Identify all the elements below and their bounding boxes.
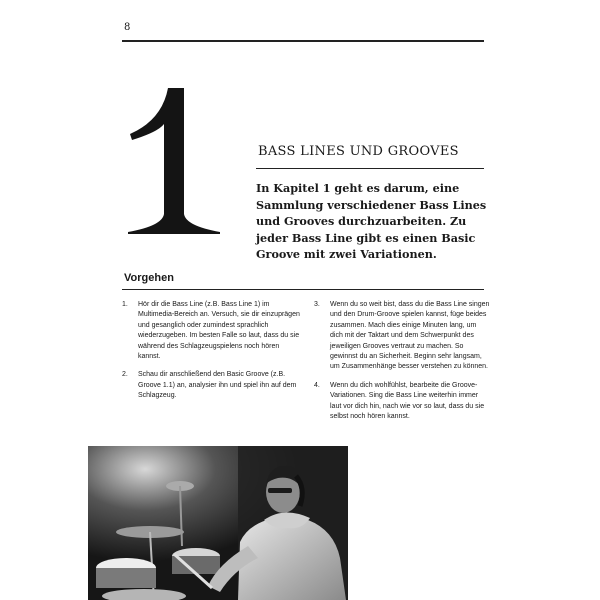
section-rule <box>122 289 484 290</box>
step-text: Schau dir anschließend den Basic Groove (z.B. Groove 1.1) an, analysier ihn und spiel ihn auf dem Schlagzeug. <box>138 371 297 400</box>
step-number: 2. <box>122 371 128 379</box>
drummer-photo <box>88 446 348 600</box>
step-item <box>314 381 490 423</box>
step-item <box>314 300 490 373</box>
step-text: Wenn du so weit bist, dass du die Bass Line singen und den Drum-Groove spielen kannst, füge beides zusammen. Mach dies einige Minuten lang, um dich mit der Taktart und dem Schwerpunkt des jeweiligen Grooves vertraut zu machen. So gewinnst du an Sicherheit. Beginn sehr langsam, um Zusammenhänge besser verstehen zu können. <box>330 301 490 371</box>
section-heading: Vorgehen <box>124 272 174 284</box>
glasses <box>268 488 292 493</box>
steps-column-right <box>314 300 490 430</box>
numeral-one-shape <box>128 88 220 234</box>
step-number: 4. <box>314 381 320 389</box>
chapter-title: BASS LINES UND GROOVES <box>258 144 459 159</box>
chapter-intro: In Kapitel 1 geht es darum, eine Sammlung verschiedener Bass Lines und Grooves durchzuarbeiten. Zu jeder Bass Line gibt es einen Basic Groove mit zwei Variationen. <box>256 181 487 261</box>
step-text: Hör dir die Bass Line (z.B. Bass Line 1) im Multimedia-Bereich an. Versuch, sie dir einzuprägen und gesanglich oder zumindest sprachlich wiederzugeben. Im besten Falle so laut, dass du sie während des Schlagzeugspielens noch hören kannst. <box>138 301 300 361</box>
step-number: 3. <box>314 301 320 308</box>
chapter-numeral-graphic <box>128 88 220 234</box>
step-item <box>122 300 300 362</box>
step-number: 1. <box>122 301 128 308</box>
drummer-photo-illustration <box>88 446 348 600</box>
steps-column-left <box>122 300 300 410</box>
top-rule <box>122 40 484 42</box>
title-rule <box>256 168 484 169</box>
page-number: 8 <box>124 22 131 33</box>
step-item <box>122 370 300 401</box>
step-text: Wenn du dich wohlfühlst, bearbeite die Groove-Variationen. Sing die Bass Line weiterhin immer laut vor dich hin, nach wie vor so laut, dass du sie selbst noch hören kannst. <box>330 381 485 421</box>
snare-shell <box>96 568 156 588</box>
